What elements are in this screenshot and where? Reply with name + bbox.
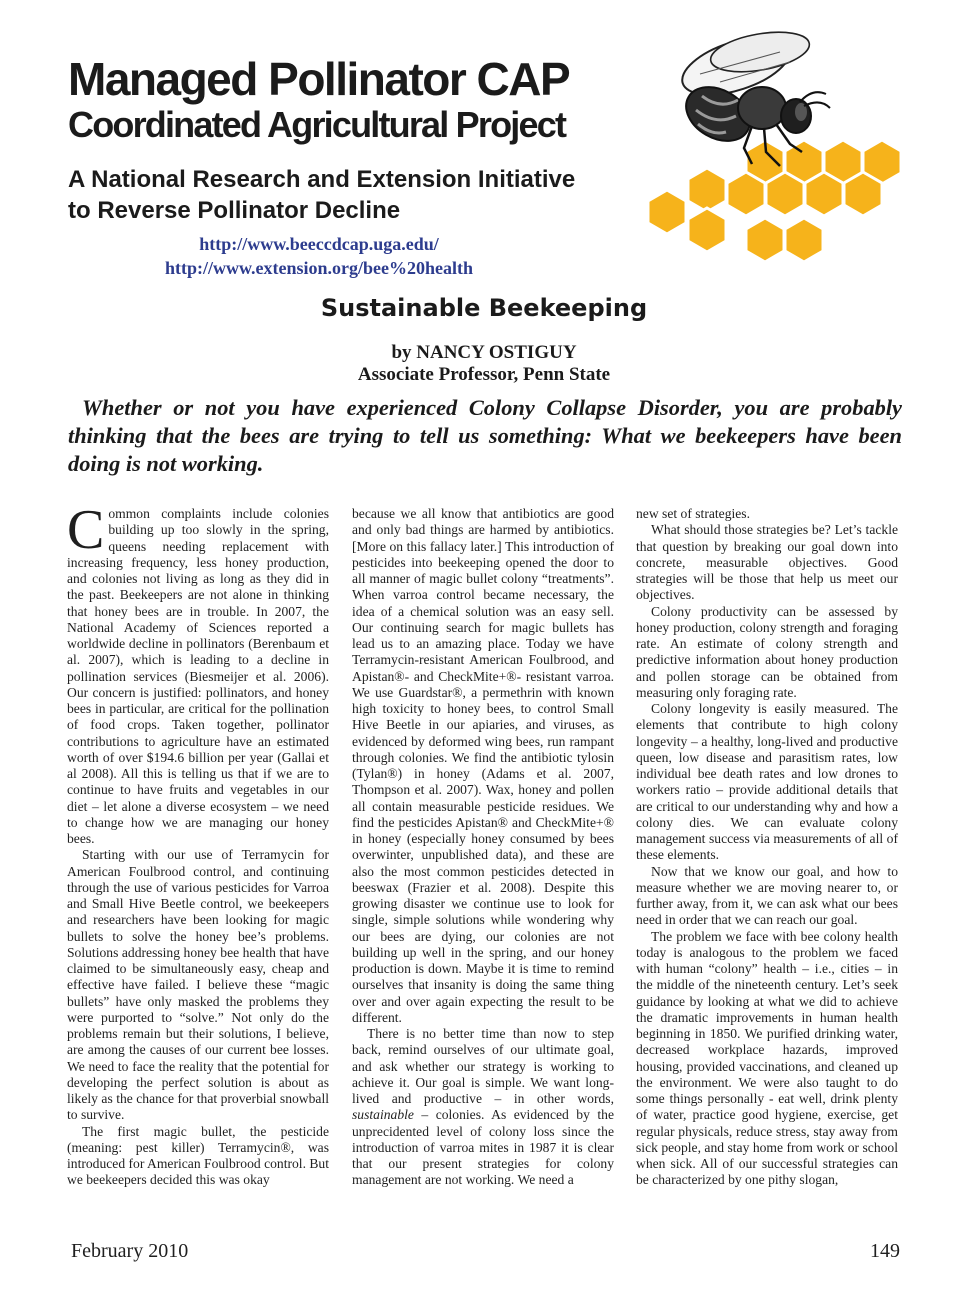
author-affiliation: Associate Professor, Penn State <box>357 364 611 385</box>
page-number: 149 <box>870 1240 900 1262</box>
paragraph: The first magic bullet, the pesticide (meaning: pest killer) Terramycin®, was introduced for American Foulbrood control. But we beekeepers decided this was okay <box>67 1123 330 1188</box>
initiative-heading <box>68 164 575 226</box>
drop-cap: C <box>67 499 105 561</box>
paragraph: because we all know that antibiotics are good and only bad things are harmed by antibiotics. [More on this fallacy later.] This introduction of pesticides into beekeeping opened the door to all manner of magic bullet colony “treatments”. When varroa control became necessary, the idea of a chemical solution was an easy sell. Our continuing search for magic bullets has lead us to an amazing place. Today we have Terramycin-resistant American Foulbrood, and Apistan®- and CheckMite+®- resistant varroa. We use Guardstar®, a permethrin with known high toxicity to honey bees, to control Small Hive Beetle in our apiaries, and viruses, as evidenced by deformed wing bees, run rampant through colonies. We find the antibiotic tylosin (Tylan®) in honey (Adams et al. 2007, Thompson et al. 2007). Wax, honey and pollen all contain measurable pesticide residues. We find the pesticides Apistan® and CheckMite+® in honey (especially honey consumed by bees overwinter, unpublished data), and these are also the most common pesticides detected in beeswax (Frazier et al. 2008). Despite this growing disaster we continue use to look for single, simple solutions while wondering why our bees are dying, our colonies are not building up well in the spring, and our honey production is down. Maybe it is time to remind ourselves that insanity is doing the same thing over and over again expecting the result to be different. <box>352 506 614 1025</box>
emphasis-text: sustainable <box>352 1107 414 1123</box>
footer-date: February 2010 <box>71 1240 189 1262</box>
paragraph <box>67 499 329 847</box>
header-title: Managed Pollinator CAP <box>68 53 570 105</box>
initiative-line-1: A National Research and Extension Initiative <box>68 166 576 193</box>
paragraph: new set of strategies. <box>636 506 751 521</box>
initiative-line-2: to Reverse Pollinator Decline <box>68 197 401 224</box>
author-name: by NANCY OSTIGUY <box>391 342 577 363</box>
header-subtitle: Coordinated Agricultural Project <box>68 104 566 145</box>
body-column-3 <box>636 506 898 1189</box>
paragraph: Starting with our use of Terramycin for American Foulbrood control, and continuing through the use of various pesticides for Varroa and Small Hive Beetle control, we beekeepers and researchers have been looking for magic bullets to solve the honey bee’s problems. Solutions addressing honey bee health that have claimed to be simultaneously easy, cheap and effective have failed. I believe these “magic bullets” have only masked the problems they were purported to “solve.” Not only do the problems remain but their solutions, I believe, are among the causes of our current bee losses. We need to face the reality that the potential for developing the perfect solution is about as likely as the chance for that proverbial snowball to survive. <box>67 847 329 1123</box>
paragraph-text: There is no better time than now to step back, remind ourselves of our ultimate goal, and ask whether our strategy is working to achieve it. Our goal is simple. We want long-lived and productive – in other words, <box>352 1026 614 1106</box>
byline <box>0 342 960 386</box>
url-block <box>120 232 518 280</box>
paragraph <box>352 1026 614 1189</box>
paragraph: What should those strategies be? Let’s tackle that question by breaking our goal down into concrete, measurable objectives. Good strategies will be those that help us meet our objectives. <box>636 522 898 603</box>
body-column-2 <box>352 506 614 1189</box>
paragraph: Now that we know our goal, and how to measure whether we are moving nearer to, or further away, from it, we can ask what our bees need in order that we can reach our goal. <box>636 863 898 928</box>
header-artwork <box>640 22 920 282</box>
paragraph: Colony productivity can be assessed by honey production, colony strength and foraging rate. An estimate of colony strength and predictive information about honey production and pollen storage can be obtained from measuring only foraging rate. <box>636 603 898 700</box>
body-column-1 <box>67 499 330 1189</box>
paragraph-text: – colonies. As evidenced by the unprecidented level of colony loss since the introduction of varroa mites in 1987 it is clear that our present strategies for colony management are not working. We need a <box>352 1107 614 1188</box>
extension-url-link[interactable]: http://www.extension.org/bee%20health <box>165 258 473 278</box>
article-title: Sustainable Beekeeping <box>320 294 648 322</box>
article-lede: Whether or not you have experienced Colony Collapse Disorder, you are probably thinking that the bees are trying to tell us something: What we beekeepers have been doing is not working. <box>68 395 902 476</box>
paragraph: Colony longevity is easily measured. The elements that contribute to high colony longevity – a healthy, long-lived and productive queen, low disease and parasitism rates, low individual bee death rates and low drones to workers ratio – provide additional details that are critical to our understanding why and how a colony dies. We can evaluate colony management success via measurements of all of these elements. <box>636 701 898 863</box>
project-url-link[interactable]: http://www.beeccdcap.uga.edu/ <box>199 234 439 254</box>
paragraph-text: ommon complaints include colonies building up too slowly in the spring, queens needing replacement with increasing frequency, less honey production, and colonies not living as long as they did in the past. Beekeepers are not alone in thinking that honey bees are in trouble. In 2007, the National Academy of Sciences reported a worldwide decline in pollinators (Berenbaum et al. 2007), which is leading to a decline in pollination services (Biesmeijer et al. 2006). Our concern is justified: pollinators, and honey bees in particular, are critical for the pollination of food crops. Taken together, pollinator contributions to agriculture have an estimated worth of over $194.6 billion per year (Gallai et al 2008). All this is telling us that if we are to continue to have fruits and vegetables in our diet – let alone a diverse ecosystem – we need to change how we are managing our honey bees. <box>67 506 329 846</box>
honeycomb-graphic <box>648 140 901 262</box>
paragraph: The problem we face with bee colony health today is analogous to the problem we faced with human “colony” health – i.e., cities – in the middle of the nineteenth century. Let’s seek guidance by looking at what we did to achieve the dramatic improvements in human health beginning in 1850. We purified drinking water, decreased workplace hazards, improved housing, provided vaccinations, and cleaned up the environment. We were also taught to do some things personally - eat well, drink plenty of water, practice good hygiene, exercise, get regular physicals, reduce stress, stay away from sick people, and stay home from work or school when sick. All of our successful strategies can be characterized by one pithy slogan, <box>636 928 898 1188</box>
